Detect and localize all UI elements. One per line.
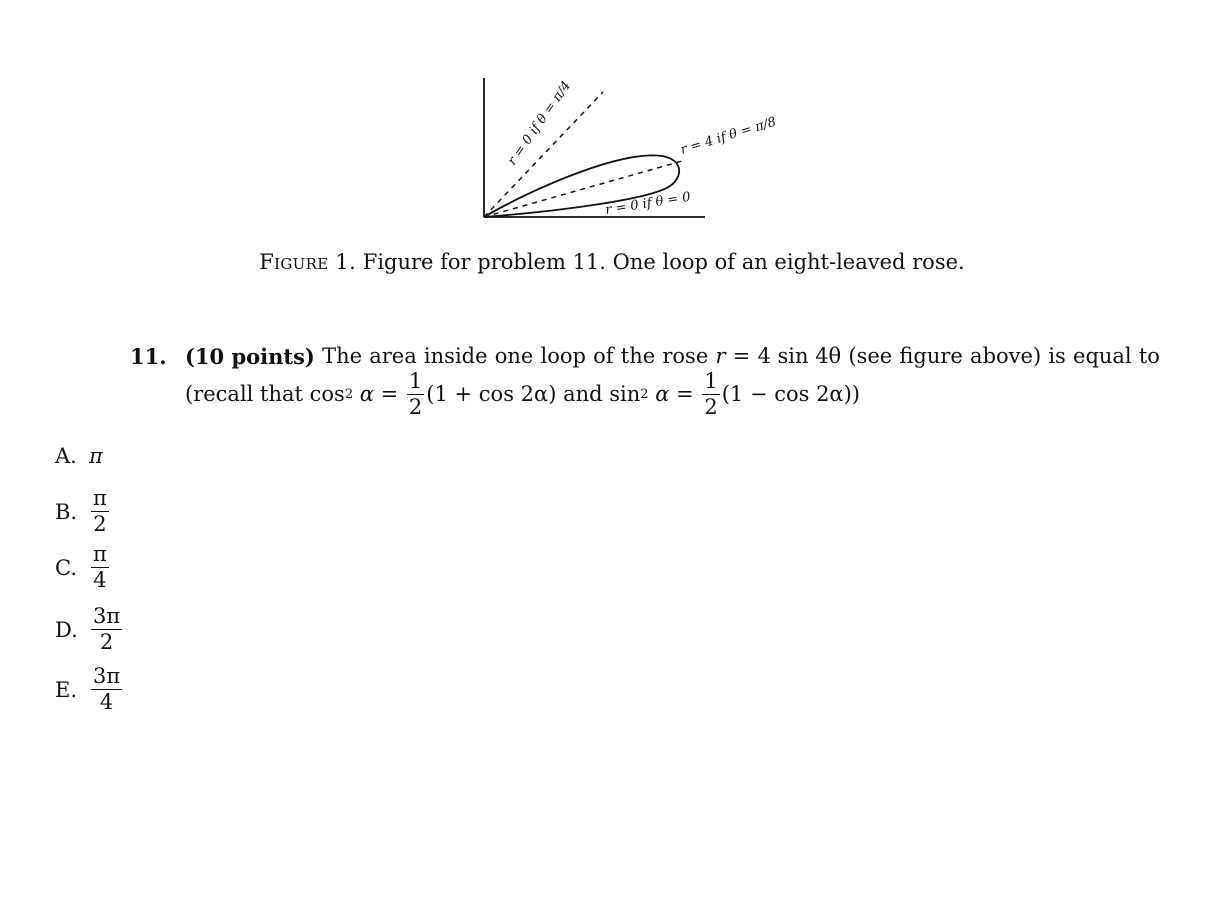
problem-points: (10 points) bbox=[185, 344, 315, 369]
rose-figure bbox=[470, 70, 790, 230]
label-pi-over-4: r = 0 if θ = π/4 bbox=[504, 78, 575, 169]
word: figure bbox=[899, 344, 963, 368]
word: is bbox=[1048, 344, 1066, 368]
choice-c[interactable] bbox=[55, 544, 111, 591]
problem-line-2 bbox=[185, 371, 1160, 418]
problem-statement bbox=[185, 344, 1160, 418]
choice-e[interactable] bbox=[55, 666, 124, 713]
cos-identity: (1 + cos 2α) and sin bbox=[426, 382, 641, 407]
fraction-denominator: 2 bbox=[99, 630, 114, 654]
word: one bbox=[494, 344, 534, 368]
word: of bbox=[593, 344, 614, 368]
half-fraction-2 bbox=[702, 371, 719, 418]
fraction-numerator: 1 bbox=[408, 369, 423, 394]
fraction-denominator: 2 bbox=[408, 395, 423, 420]
word: the bbox=[620, 344, 656, 368]
fraction-numerator: π bbox=[93, 542, 107, 566]
fraction-numerator: 1 bbox=[704, 369, 718, 394]
choice-value: π bbox=[89, 444, 103, 468]
sin-identity: (1 − cos 2α)) bbox=[721, 382, 861, 407]
word: area bbox=[369, 344, 417, 368]
word: above) bbox=[970, 344, 1042, 368]
choice-fraction bbox=[91, 544, 109, 591]
problem-line-1 bbox=[185, 344, 1160, 369]
cos-exponent: 2 bbox=[344, 386, 354, 402]
fraction-denominator: 2 bbox=[704, 395, 718, 420]
word: The bbox=[322, 344, 363, 368]
word: to bbox=[1138, 344, 1160, 368]
var-r: r bbox=[715, 344, 726, 368]
figure-caption bbox=[0, 250, 1224, 274]
choice-letter: A. bbox=[55, 444, 77, 468]
word: inside bbox=[423, 344, 488, 368]
fraction-numerator: 3π bbox=[93, 664, 121, 688]
choice-letter: E. bbox=[55, 677, 78, 702]
caption-text: Figure for problem 11. One loop of an eight-leaved rose. bbox=[362, 250, 965, 274]
fraction-denominator: 4 bbox=[99, 690, 114, 714]
choice-letter: D. bbox=[55, 617, 78, 642]
fraction-numerator: π bbox=[93, 486, 107, 510]
equals: = bbox=[732, 344, 751, 368]
problem-number: 11. bbox=[130, 344, 167, 369]
word: equal bbox=[1073, 344, 1132, 368]
choice-b[interactable] bbox=[55, 488, 111, 535]
caption-prefix: Figure 1. bbox=[259, 250, 357, 274]
word: (see bbox=[848, 344, 893, 368]
word: loop bbox=[540, 344, 586, 368]
half-fraction bbox=[407, 371, 424, 418]
choice-fraction bbox=[91, 488, 109, 535]
choice-letter: C. bbox=[55, 555, 77, 580]
label-zero: r = 0 if θ = 0 bbox=[604, 189, 692, 218]
fraction-numerator: 3π bbox=[93, 604, 121, 628]
sin-exponent: 2 bbox=[640, 386, 649, 402]
choice-letter: B. bbox=[55, 499, 78, 524]
rose-figure-svg bbox=[470, 70, 790, 230]
recall-prefix: (recall that cos bbox=[185, 382, 345, 407]
choice-a[interactable] bbox=[55, 444, 103, 468]
fraction-denominator: 2 bbox=[93, 512, 107, 536]
word: rose bbox=[662, 344, 709, 368]
choice-d[interactable] bbox=[55, 606, 124, 653]
alpha-eq-2: α = bbox=[648, 382, 701, 407]
choice-fraction bbox=[91, 606, 122, 653]
rose-equation: 4 sin 4θ bbox=[757, 344, 842, 368]
fraction-denominator: 4 bbox=[93, 568, 107, 592]
alpha-eq: α = bbox=[353, 382, 405, 407]
label-pi-over-8: r = 4 if θ = π/8 bbox=[678, 114, 778, 158]
choice-fraction bbox=[91, 666, 122, 713]
